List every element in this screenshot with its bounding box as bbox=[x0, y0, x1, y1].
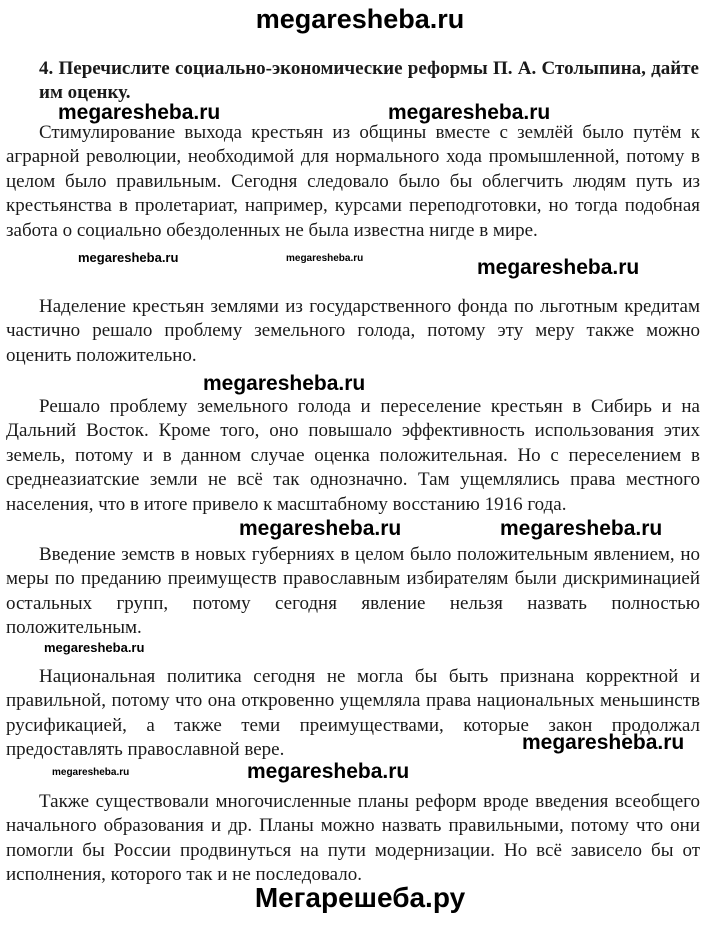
watermark-11: megaresheba.ru bbox=[52, 767, 130, 778]
watermark-header: megaresheba.ru bbox=[255, 4, 465, 34]
watermark-8: megaresheba.ru bbox=[500, 517, 663, 540]
answer-paragraph-5: Национальная политика сегодня не могла бы быть признана корректной и правильной, потому что она откровенно ущемляла права национальных меньшинств русификацией, а также теми преимуществами, которые закон продолжал предоставлять православной вере. bbox=[6, 666, 700, 761]
watermark-12: megaresheba.ru bbox=[247, 760, 410, 783]
watermark-7: megaresheba.ru bbox=[239, 517, 402, 540]
question-heading: 4. Перечислите социально-экономические реформы П. А. Столыпина, дайте им оценку. bbox=[39, 58, 699, 103]
answer-paragraph-3: Решало проблему земельного голода и переселение крестьян в Сибирь и на Дальний Восток. Кроме того, оно повышало эффективность использования этих земель, потому и в данном случае оценка положительная. Но с переселением в среднеазиатские земли не всё так однозначно. Там ущемлялись права местного населения, что в итоге привело к масштабному восстанию 1916 года. bbox=[6, 396, 700, 515]
watermark-4: megaresheba.ru bbox=[286, 253, 364, 264]
answer-paragraph-2: Наделение крестьян землями из государственного фонда по льготным кредитам частично решало проблему земельного голода, потому эту меру также можно оценить положительно. bbox=[6, 296, 700, 366]
answer-paragraph-4: Введение земств в новых губерниях в целом было положительным явлением, но меры по преданию преимуществ православным избирателям были дискриминацией остальных групп, потому сегодня явление нельзя назвать полностью положительным. bbox=[6, 544, 700, 639]
answer-paragraph-1: Стимулирование выхода крестьян из общины вместе с землёй было путём к аграрной революции, необходимой для нормального хода промышленной, потому в целом было правильным. Сегодня следовало было бы облегчить людям путь из крестьянства в пролетариат, например, курсами переподготовки, но тогда подобная забота о социально обездоленных не была известна нигде в мире. bbox=[6, 122, 700, 241]
answer-paragraph-6: Также существовали многочисленные планы реформ вроде введения всеобщего начального образования и др. Планы можно назвать правильными, потому что они помогли бы России продвинуться на пути модернизации. Но всё зависело бы от исполнения, которого так и не последовало. bbox=[6, 791, 700, 886]
watermark-10: megaresheba.ru bbox=[522, 731, 685, 754]
watermark-1: megaresheba.ru bbox=[58, 101, 221, 124]
watermark-5: megaresheba.ru bbox=[477, 256, 640, 279]
watermark-footer: Мегарешеба.ру bbox=[254, 882, 466, 913]
watermark-6: megaresheba.ru bbox=[203, 372, 366, 395]
watermark-2: megaresheba.ru bbox=[388, 101, 551, 124]
watermark-3: megaresheba.ru bbox=[78, 250, 179, 265]
watermark-9: megaresheba.ru bbox=[44, 640, 145, 655]
